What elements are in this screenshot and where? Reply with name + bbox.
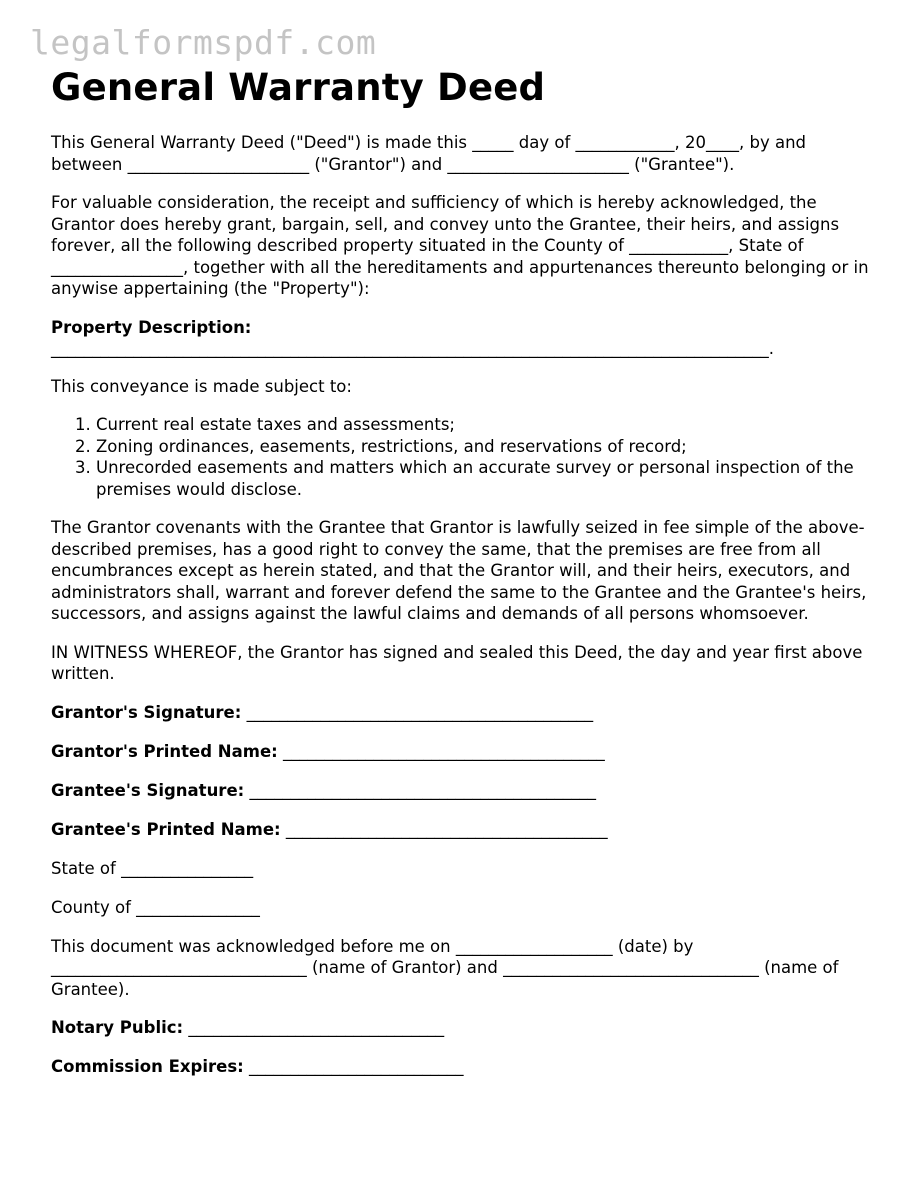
commission-expires-label: Commission Expires: bbox=[51, 1057, 244, 1076]
witness-paragraph: IN WITNESS WHEREOF, the Grantor has signed and sealed this Deed, the day and year first above written. bbox=[51, 642, 863, 683]
subject-to-list bbox=[51, 414, 876, 500]
grantee-printed-name-line: _______________________________________ bbox=[285, 819, 608, 839]
grantor-printed-name-line: _______________________________________ bbox=[282, 741, 605, 761]
grantor-signature bbox=[51, 702, 876, 724]
state-line: State of ________________ bbox=[51, 858, 254, 878]
page-title: General Warranty Deed bbox=[51, 66, 546, 109]
grantee-printed-name-label: Grantee's Printed Name: bbox=[51, 819, 281, 839]
list-item: 1. Current real estate taxes and assessments; bbox=[96, 414, 876, 436]
covenant-paragraph: The Grantor covenants with the Grantee that Grantor is lawfully seized in fee simple of the above-described premises, has a good right to convey the same, that the premises are free from all encumbrances except as herein stated, and that the Grantor will, and their heirs, executors, and administrators shall, warrant and forever defend the same to the Grantee and the Grantee's heirs, successors, and assigns against the lawful claims and demands of all persons whomsoever. bbox=[51, 518, 867, 623]
grantee-signature-line: __________________________________________ bbox=[249, 780, 596, 800]
property-description-label: Property Description: bbox=[51, 317, 252, 337]
document-body bbox=[51, 66, 876, 1095]
property-description-line: _______________________________________________________________________________________. bbox=[51, 339, 774, 358]
acknowledgment-paragraph: This document was acknowledged before me on ___________________ (date) by _______________________________ (name of Grantor) and _______________________________ (name of Grantee). bbox=[51, 936, 839, 999]
grantee-signature bbox=[51, 780, 876, 802]
county-line: County of _______________ bbox=[51, 897, 260, 917]
property-description bbox=[51, 317, 876, 360]
grantee-signature-label: Grantee's Signature: bbox=[51, 780, 245, 800]
list-item: 3. Unrecorded easements and matters which an accurate survey or personal inspection of the premises would disclose. bbox=[96, 457, 876, 500]
subject-to-intro: This conveyance is made subject to: bbox=[51, 376, 352, 396]
grantee-printed-name bbox=[51, 819, 876, 841]
grantor-printed-name bbox=[51, 741, 876, 763]
notary-public-label: Notary Public: bbox=[51, 1018, 184, 1037]
list-item: 2. Zoning ordinances, easements, restrictions, and reservations of record; bbox=[96, 436, 876, 458]
watermark: legalformspdf.com bbox=[30, 23, 377, 62]
grantor-signature-label: Grantor's Signature: bbox=[51, 702, 242, 722]
grantor-printed-name-label: Grantor's Printed Name: bbox=[51, 741, 278, 761]
commission-expires bbox=[51, 1056, 876, 1078]
notary-public bbox=[51, 1017, 876, 1039]
intro-paragraph: This General Warranty Deed ("Deed") is made this _____ day of ____________, 20____, by and between ______________________ ("Grantor") and ______________________ ("Grantee"). bbox=[51, 133, 807, 174]
grantor-signature-line: __________________________________________ bbox=[246, 702, 594, 722]
notary-public-line: _______________________________ bbox=[188, 1018, 445, 1037]
commission-expires-line: __________________________ bbox=[249, 1057, 464, 1076]
consideration-paragraph: For valuable consideration, the receipt and sufficiency of which is hereby acknowledged, the Grantor does hereby grant, bargain, sell, and convey unto the Grantee, their heirs, and assigns forever, all the following described property situated in the County of ____________, State of ________________, together with all the hereditaments and appurtenances thereunto belonging or in anywise appertaining (the "Property"): bbox=[51, 193, 869, 298]
